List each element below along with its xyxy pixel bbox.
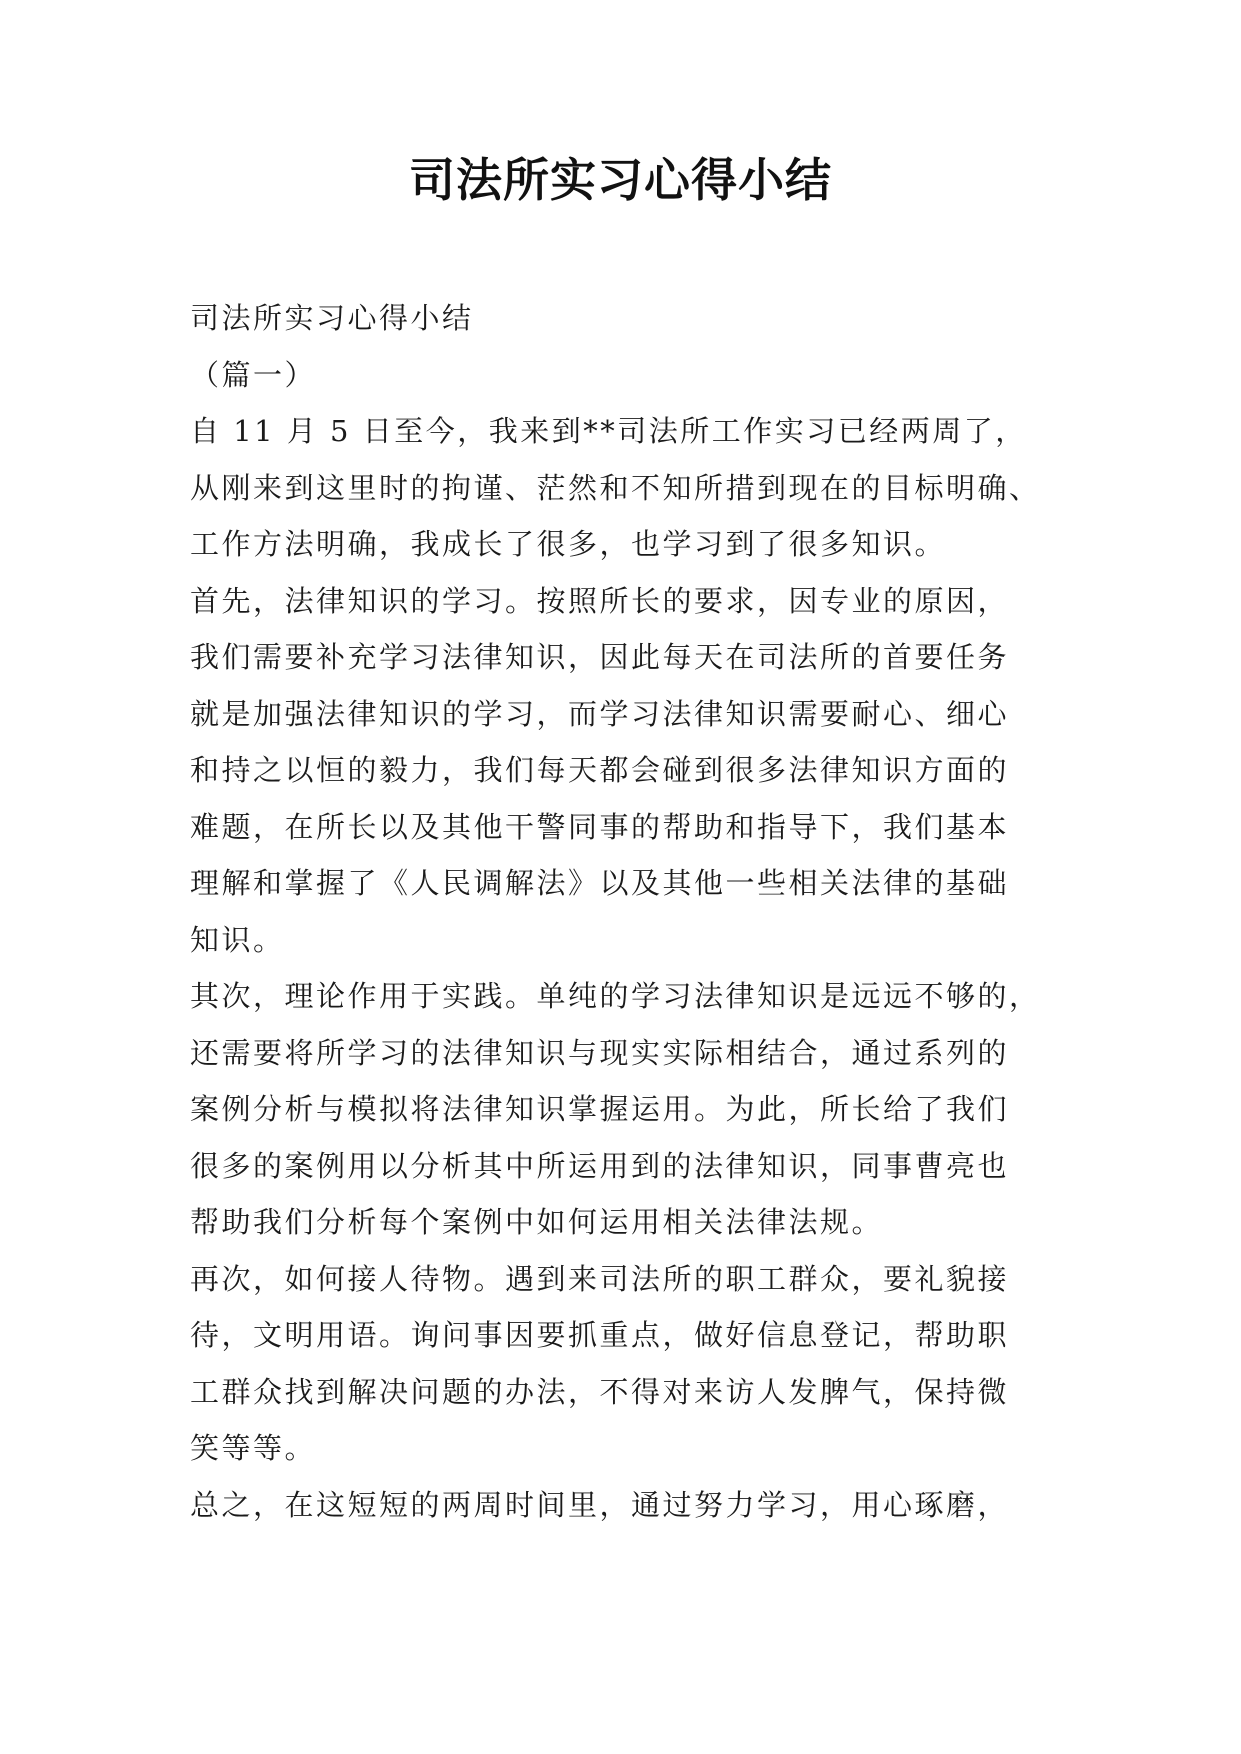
body-line: 首先，法律知识的学习。按照所长的要求，因专业的原因，	[190, 583, 1010, 618]
body-line: 自 11 月 5 日至今，我来到**司法所工作实习已经两周了，	[190, 414, 1027, 448]
body-line: 笑等等。	[190, 1431, 317, 1465]
body-line: 其次，理论作用于实践。单纯的学习法律知识是远远不够的，	[190, 979, 1041, 1013]
body-line: 从刚来到这里时的拘谨、茫然和不知所措到现在的目标明确、	[190, 470, 1041, 505]
document-title: 司法所实习心得小结	[409, 153, 832, 207]
body-line: 工群众找到解决问题的办法，不得对来访人发脾气，保持微	[190, 1374, 1010, 1409]
body-line: 司法所实习心得小结	[190, 301, 474, 335]
body-line: 和持之以恒的毅力，我们每天都会碰到很多法律知识方面的	[190, 753, 1010, 787]
body-line: 我们需要补充学习法律知识，因此每天在司法所的首要任务	[190, 640, 1010, 674]
body-line: 还需要将所学习的法律知识与现实实际相结合，通过系列的	[190, 1035, 1010, 1070]
body-line: 就是加强法律知识的学习，而学习法律知识需要耐心、细心	[190, 696, 1010, 731]
body-line: 案例分析与模拟将法律知识掌握运用。为此，所长给了我们	[190, 1092, 1010, 1126]
body-line: 工作方法明确，我成长了很多，也学习到了很多知识。	[190, 527, 947, 561]
body-line: 知识。	[190, 922, 285, 957]
body-line: 帮助我们分析每个案例中如何运用相关法律法规。	[190, 1205, 884, 1239]
body-line: 待，文明用语。询问事因要抓重点，做好信息登记，帮助职	[190, 1318, 1010, 1352]
body-line: 理解和掌握了《人民调解法》以及其他一些相关法律的基础	[190, 866, 1010, 900]
document-body	[190, 290, 1060, 1533]
body-line: 难题，在所长以及其他干警同事的帮助和指导下，我们基本	[190, 809, 1010, 844]
body-line: 总之，在这短短的两周时间里，通过努力学习，用心琢磨，	[190, 1487, 1010, 1522]
body-line: 再次，如何接人待物。遇到来司法所的职工群众，要礼貌接	[190, 1261, 1010, 1296]
body-line: （篇一）	[190, 357, 317, 392]
body-line: 很多的案例用以分析其中所运用到的法律知识，同事曹亮也	[190, 1148, 1010, 1183]
